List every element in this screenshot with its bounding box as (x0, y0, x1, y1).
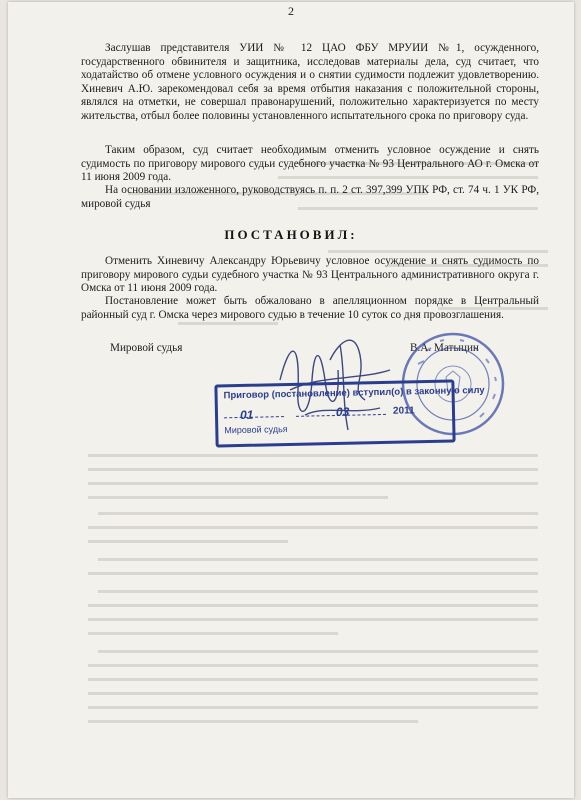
paragraph-hearing: Заслушав представителя УИИ № 12 ЦАО ФБУ МРУИИ №1, осужденного, государственного обвинителя и защитника, исследовав материалы дела, суд считает, что ходатайство об отмене условного осуждения и о снятии судимости подлежит удовлетворению. Хиневич А.Ю. зарекомендовал себя за время отбытия наказания с положительной стороны, являлся на отметки, не совершал правонарушений, положительно характеризуется по месту жительства, отбыл более половины установленного испытательного срока по приговору суда. (81, 42, 539, 122)
resolution-paragraph-2: Постановление может быть обжаловано в апелляционном порядке в Центральный районный суд г. Омска через мирового судью в течение 10 суток со дня провозглашения. (81, 295, 539, 321)
legal-force-stamp (214, 379, 485, 447)
stamp-text: Приговор (постановление) вступил(о) в законную силу (223, 384, 485, 402)
paragraph-grounds: На основании изложенного, руководствуясь п. п. 2 ст. 397,399 УПК РФ, ст. 74 ч. 1 УК РФ, мировой судья (81, 184, 539, 210)
page-number: 2 (288, 4, 294, 18)
document-page (8, 2, 574, 798)
stamp-judge-label: Мировой судья (224, 423, 288, 436)
judge-title: Мировой судья (110, 342, 183, 354)
stamp-dash-line (224, 416, 284, 419)
resolution-heading: ПОСТАНОВИЛ: (224, 227, 358, 242)
resolution-paragraph-1: Отменить Хиневичу Александру Юрьевичу условное осуждение и снять судимость по приговору мирового судьи судебного участка № 93 Центрального административного округа г. Омска от 11 июня 2009 года. (81, 255, 539, 295)
stamp-day: 01 (239, 407, 254, 422)
stamp-year: 2011 (392, 405, 415, 417)
judge-name: В.А. Матыцин (410, 342, 479, 354)
paragraph-conclusion: Таким образом, суд считает необходимым отменить условное осуждение и снять судимость по приговору мирового судьи судебного участка № 93 Центрального АО г. Омска от 11 июня 2009 года. (81, 144, 539, 184)
stamp-month: 03 (335, 404, 350, 419)
